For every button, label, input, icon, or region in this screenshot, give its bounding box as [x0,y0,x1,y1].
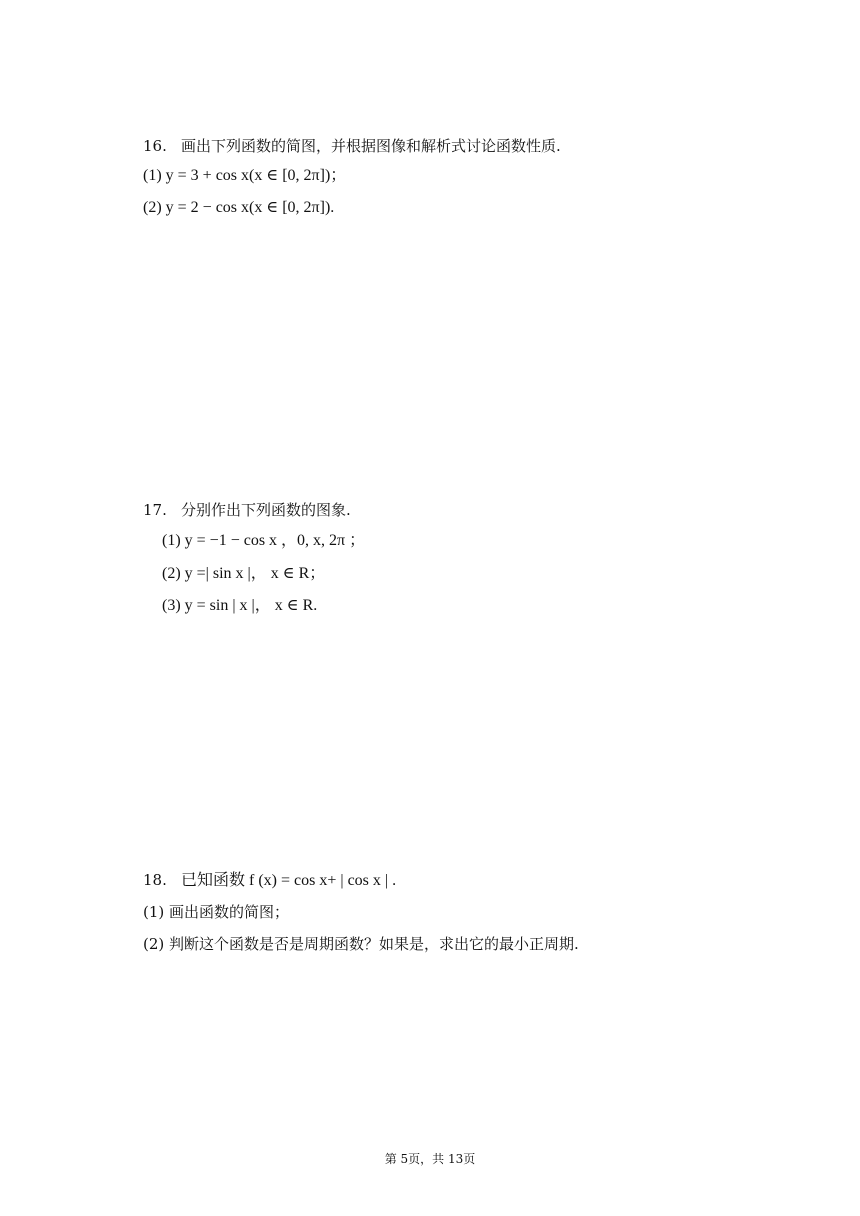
question-16-part-1: (1) y = 3 + cos x(x ∈ [0, 2π])； [143,167,347,184]
question-18-part-1: (1) 画出函数的简图； [143,903,290,921]
question-text: 分别作出下列函数的图象. [181,501,351,519]
question-18-stem [143,870,396,891]
question-text: 已知函数 f (x) = cos x+ | cos x | . [181,872,397,889]
question-16-part-2: (2) y = 2 − cos x(x ∈ [0, 2π]). [143,199,335,216]
question-16-stem [143,136,561,156]
question-text: 画出下列函数的简图，并根据图像和解析式讨论函数性质. [181,137,561,155]
question-number: 16. [143,137,167,155]
question-number: 18. [143,871,167,889]
question-17-part-1: (1) y = −1 − cos x ，0, x, 2π ； [162,532,366,549]
question-17-part-3: (3) y = sin | x |， x ∈ R. [162,597,318,614]
question-17-stem [143,500,351,520]
question-number: 17. [143,501,167,519]
page-footer: 第 5页，共 13页 [384,1152,476,1166]
question-17-part-2: (2) y =| sin x |， x ∈ R； [162,565,326,582]
question-18-part-2: (2) 判断这个函数是否是周期函数？如果是，求出它的最小正周期. [143,935,579,953]
